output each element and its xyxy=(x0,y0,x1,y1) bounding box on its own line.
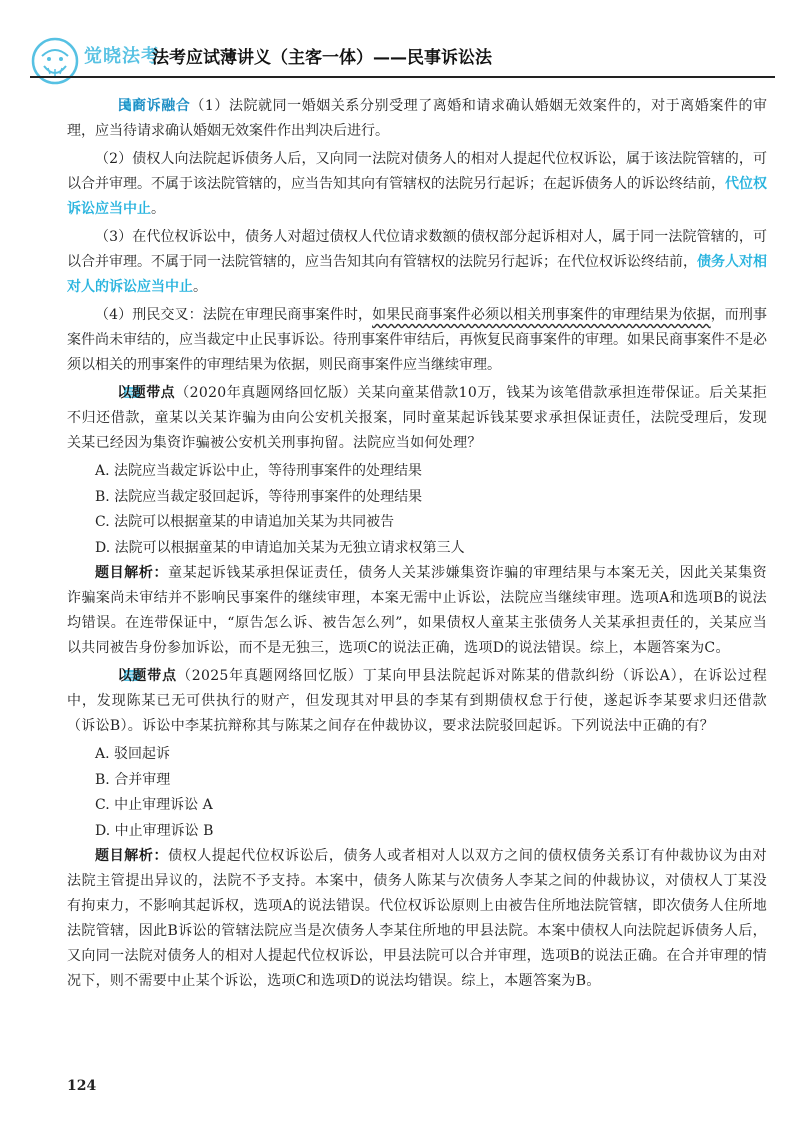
option-b: B. 合并审理 xyxy=(95,771,171,788)
analysis-text: 童某起诉钱某承担保证责任，债务人关某涉嫌集资诈骗的审理结果与本案无关，因此关某集资诈骗案尚未审结并不影响民事案件的继续审理，本案无需中止诉讼，法院应当继续审理。选项A和选项B的说法均错误。在连带保证中，“原告怎么诉、被告怎么列”，如果债权人童某主张债务人关某承担责任的，关某应当以共同被告身份参加诉讼，而不是无独三，选项C的说法正确，选项D的说法错误。综上，本题答案为C。 xyxy=(67,565,767,656)
option-d: D. 中止审理诉讼 B xyxy=(95,822,214,839)
section-tag: 民商诉融合 xyxy=(117,98,191,114)
question-tag: 以题带点 xyxy=(117,385,176,401)
question-stem: （2020年真题网络回忆版）关某向童某借款10万，钱某为该笔借款承担连带保证。后关某拒不归还借款，童某以关某诈骗为由向公安机关报案，同时童某起诉钱某要求承担保证责任，法院受理后，发现关某已经因为集资诈骗被公安机关刑事拘留。法院应当如何处理？ xyxy=(67,385,767,451)
paragraph-text: （2）债权人向法院起诉债务人后，又向同一法院对债务人的相对人提起代位权诉讼，属于该法院管辖的，可以合并审理。不属于该法院管辖的，应当告知其向有管辖权的法院另行起诉；在起诉债务人的诉讼终结前， xyxy=(67,151,767,192)
question-2-stem xyxy=(67,664,767,739)
highlight-text: 债务人对相对人的诉讼应当中止 xyxy=(67,254,767,295)
paragraph-1 xyxy=(67,94,767,144)
question-1-analysis xyxy=(67,561,767,661)
header-divider xyxy=(30,76,775,78)
option-d: D. 法院可以根据童某的申请追加关某为无独立请求权第三人 xyxy=(95,539,465,556)
question-tag: 以题带点 xyxy=(117,668,177,684)
option-c: C. 中止审理诉讼 A xyxy=(95,797,213,813)
analysis-label: 题目解析： xyxy=(95,848,169,864)
paragraph-3 xyxy=(67,225,767,300)
paragraph-text: （1）法院就同一婚姻关系分别受理了离婚和请求确认婚姻无效案件的，对于离婚案件的审理，应当待请求确认婚姻无效案件作出判决后进行。 xyxy=(67,98,768,139)
analysis-label: 题目解析： xyxy=(95,565,169,581)
option-b: B. 法院应当裁定驳回起诉，等待刑事案件的处理结果 xyxy=(95,488,423,505)
paragraph-text: （3）在代位权诉讼中，债务人对超过债权人代位请求数额的债权部分起诉相对人，属于同一法院管辖的，可以合并审理。不属于同一法院管辖的，应当告知其向有管辖权的法院另行起诉；在代位权诉讼终结前， xyxy=(67,229,767,270)
paragraph-2 xyxy=(67,147,767,222)
paragraph-text: ，而刑事案件尚未审结的，应当裁定中止民事诉讼。待刑事案件审结后，再恢复民商事案件的审理。如果民商事案件不是必须以相关的刑事案件的审理结果为依据，则民商事案件应当继续审理。 xyxy=(67,307,768,373)
option-c: C. 法院可以根据童某的申请追加关某为共同被告 xyxy=(95,514,395,530)
option-a: A. 法院应当裁定诉讼中止，等待刑事案件的处理结果 xyxy=(95,463,423,479)
open-book-icon xyxy=(95,383,113,397)
page-number: 124 xyxy=(67,1078,97,1094)
question-2-analysis xyxy=(67,844,767,994)
page-header xyxy=(0,0,800,80)
paragraph-4 xyxy=(67,303,767,378)
wavy-underlined-text: 如果民商事案件必须以相关刑事案件的审理结果为依据 xyxy=(372,307,711,323)
question-stem: （2025年真题网络回忆版）丁某向甲县法院起诉对陈某的借款纠纷（诉讼A），在诉讼过程中，发现陈某已无可供执行的财产，但发现其对甲县的李某有到期债权怠于行使，遂起诉李某要求归还借款（诉讼B）。诉讼中李某抗辩称其与陈某之间存在仲裁协议，要求法院驳回起诉。下列说法中正确的有？ xyxy=(67,668,768,734)
page-body xyxy=(67,94,767,997)
sage-head-icon xyxy=(30,36,80,86)
book-title: 法考应试薄讲义（主客一体）——民事诉讼法 xyxy=(152,48,492,68)
paragraph-end: 。 xyxy=(193,279,207,295)
paragraph-end: 。 xyxy=(151,201,165,217)
open-book-icon xyxy=(95,666,113,680)
paragraph-text: （4）刑民交叉：法院在审理民商事案件时， xyxy=(95,307,373,323)
open-book-icon xyxy=(95,96,113,110)
question-1-stem xyxy=(67,381,767,456)
brand-name: 觉晓法考 xyxy=(84,46,160,67)
option-a: A. 驳回起诉 xyxy=(95,746,171,762)
highlight-text: 代位权诉讼应当中止 xyxy=(67,176,767,217)
analysis-text: 债权人提起代位权诉讼后，债务人或者相对人以双方之间的债权债务关系订有仲裁协议为由对法院主管提出异议的，法院不予支持。本案中，债务人陈某与次债务人李某之间的仲裁协议，对债权人丁某没有拘束力，不影响其起诉权，选项A的说法错误。代位权诉讼原则上由被告住所地法院管辖，即次债务人住所地法院管辖，因此B诉讼的管辖法院应当是次债务人李某住所地的甲县法院。本案中债权人向法院起诉债务人后，又向同一法院对债务人的相对人提起代位权诉讼，甲县法院可以合并审理，选项B的说法正确。在合并审理的情况下，则不需要中止某个诉讼，选项C和选项D的说法均错误。综上，本题答案为B。 xyxy=(67,848,767,989)
